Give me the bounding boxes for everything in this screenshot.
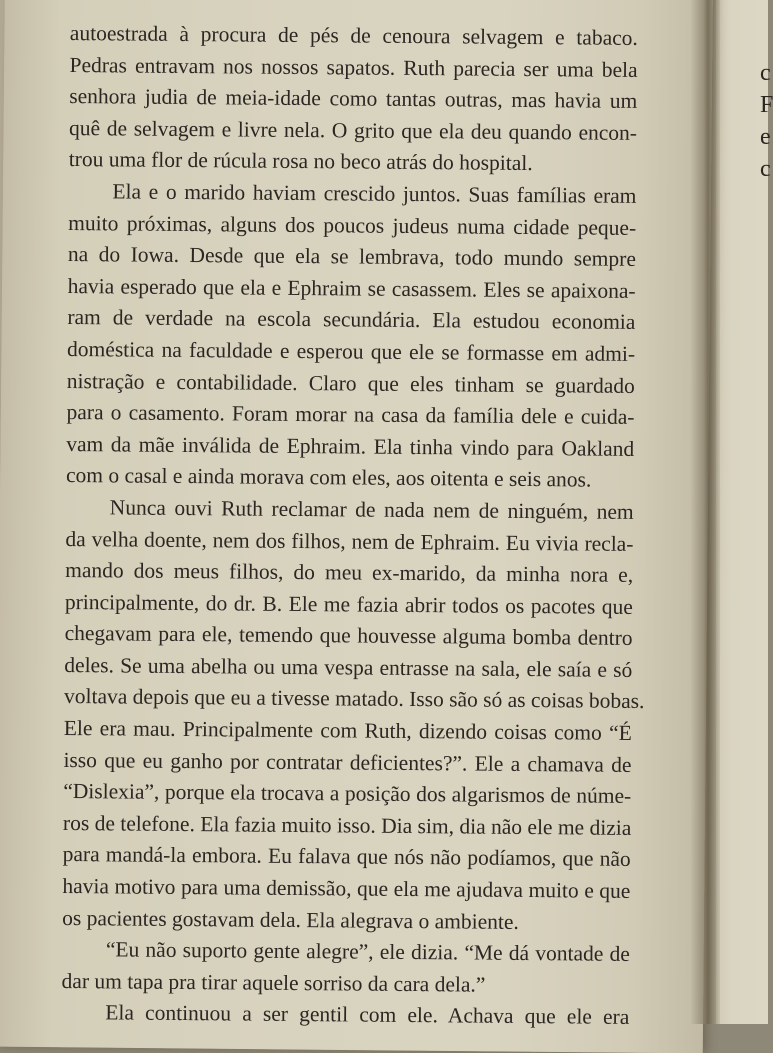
text-line: muito próximas, alguns dos poucos judeus numa cidade peque- (68, 210, 637, 240)
text-line: com o casal e ainda morava com eles, aos oitenta e seis anos. (65, 463, 592, 492)
text-line: deles. Se uma abelha ou uma vespa entrasse na sala, ele saía e só (64, 652, 633, 682)
text-line: da velha doente, nem dos filhos, nem de Ephraim. Eu vivia recla- (65, 526, 634, 556)
facing-page-fragment: F (760, 92, 773, 118)
facing-page-fragment: c (760, 156, 771, 182)
text-line: Pedras entravam nos nossos sapatos. Ruth parecia ser uma bela (69, 52, 638, 82)
text-line: ram de verdade na escola secundária. Ela estudou economia (67, 305, 636, 335)
text-line: doméstica na faculdade e esperou que ele se formasse em admi- (67, 336, 636, 366)
text-line: os pacientes gostavam dela. Ela alegrava o ambiente. (62, 905, 519, 934)
text-line: Ela e o marido haviam crescido juntos. Suas famílias eram (112, 179, 637, 208)
text-line: senhora judia de meia-idade como tantas outras, mas havia um (69, 84, 638, 114)
text-line: autoestrada à procura de pés de cenoura selvagem e tabaco. (69, 20, 638, 50)
facing-page-edge (716, 0, 773, 1024)
text-line: dar um tapa pra tirar aquele sorriso da cara dela.” (61, 968, 486, 997)
text-line: Ele era mau. Principalmente com Ruth, dizendo coisas como “É (63, 716, 632, 745)
text-line: para o casamento. Foram morar na casa da família dele e cuida- (66, 400, 635, 430)
text-line: “Eu não suporto gente alegre”, ele dizia. “Me dá vontade de (105, 937, 630, 967)
text-line: principalmente, do dr. B. Ele me fazia abrir todos os pacotes que (64, 589, 633, 619)
text-line: mando dos meus filhos, do meu ex-marido, da minha nora e, (65, 558, 634, 588)
text-line: voltava depois que eu a tivesse matado. Isso são só as coisas bobas. (63, 684, 645, 714)
text-line: quê de selvagem e livre nela. O grito que ela deu quando encon- (68, 115, 638, 145)
text-line: isso que eu ganho por contratar deficientes?”. Ele a chamava de (63, 747, 632, 777)
text-line: nistração e contabilidade. Claro que eles tinham se guardado (66, 368, 635, 398)
facing-page-fragment: e (760, 124, 771, 150)
text-line: “Dislexia”, porque ela trocava a posição dos algarismos de núme- (63, 779, 632, 809)
page-gutter-shadow (690, 0, 720, 1024)
text-line: havia motivo para uma demissão, que ela me ajudava muito e que (62, 873, 631, 903)
text-line: Nunca ouvi Ruth reclamar de nada nem de ninguém, nem (109, 495, 634, 524)
text-line: na do Iowa. Desde que ela se lembrava, todo mundo sempre (67, 242, 637, 272)
text-line: trou uma flor de rúcula rosa no beco atrás do hospital. (68, 147, 533, 176)
page-body-text (61, 18, 645, 1034)
facing-page-fragment: c (760, 60, 771, 86)
text-line: havia esperado que ela e Ephraim se casassem. Eles se apaixona- (67, 273, 636, 303)
text-line: vam da mãe inválida de Ephraim. Ela tinha vindo para Oakland (66, 431, 635, 461)
text-line: para mandá-la embora. Eu falava que nós não podíamos, que não (62, 842, 631, 872)
text-line: ros de telefone. Ela fazia muito isso. Dia sim, dia não ele me dizia (62, 810, 632, 840)
text-line: chegavam para ele, temendo que houvesse alguma bomba dentro (64, 621, 633, 651)
text-line: Ela continuou a ser gentil com ele. Achava que ele era (105, 1000, 630, 1030)
